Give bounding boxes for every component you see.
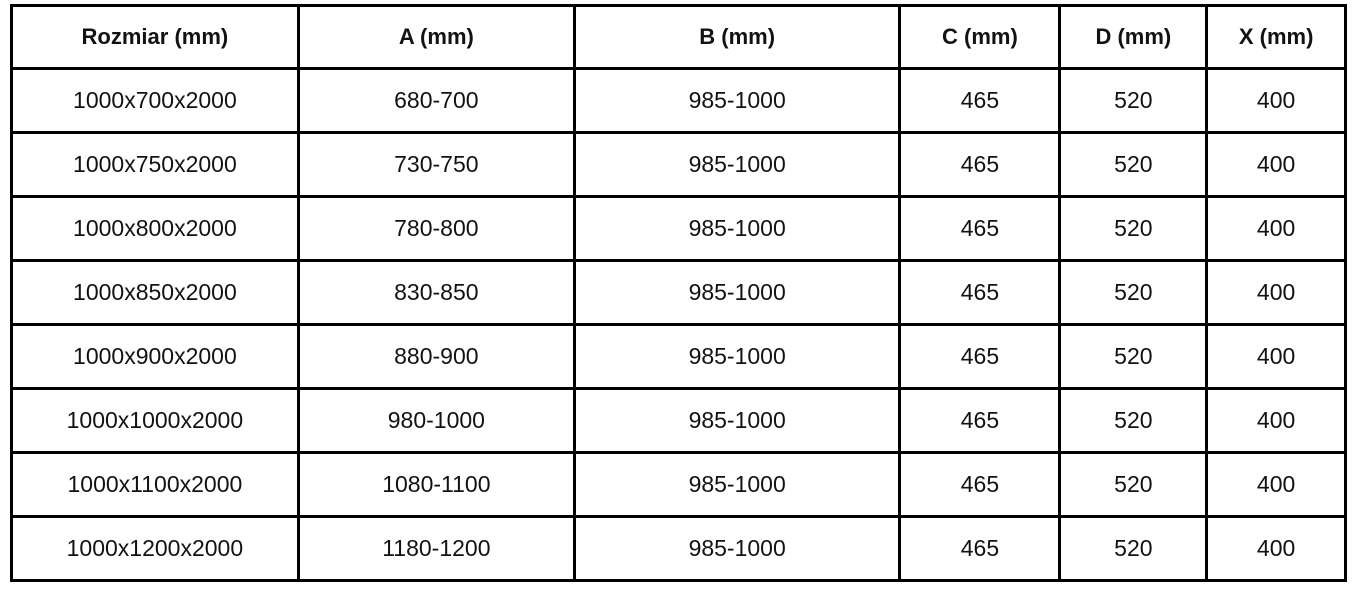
table-row (12, 517, 1346, 581)
cell-rozmiar: 1000x800x2000 (12, 197, 299, 261)
cell-x: 400 (1207, 133, 1346, 197)
size-dimensions-table (10, 4, 1347, 582)
cell-c: 465 (900, 453, 1060, 517)
cell-d: 520 (1060, 325, 1207, 389)
cell-d: 520 (1060, 453, 1207, 517)
cell-b: 985-1000 (574, 453, 899, 517)
cell-x: 400 (1207, 325, 1346, 389)
table-header-row (12, 6, 1346, 69)
cell-d: 520 (1060, 69, 1207, 133)
cell-d: 520 (1060, 517, 1207, 581)
cell-x: 400 (1207, 453, 1346, 517)
header-cell-x: X (mm) (1207, 6, 1346, 69)
table-row (12, 261, 1346, 325)
cell-c: 465 (900, 517, 1060, 581)
cell-b: 985-1000 (574, 197, 899, 261)
header-cell-d: D (mm) (1060, 6, 1207, 69)
cell-b: 985-1000 (574, 133, 899, 197)
cell-c: 465 (900, 197, 1060, 261)
cell-d: 520 (1060, 261, 1207, 325)
cell-a: 730-750 (298, 133, 574, 197)
cell-b: 985-1000 (574, 389, 899, 453)
table-row (12, 325, 1346, 389)
table-row (12, 389, 1346, 453)
cell-x: 400 (1207, 261, 1346, 325)
cell-c: 465 (900, 133, 1060, 197)
table-row (12, 453, 1346, 517)
cell-rozmiar: 1000x1100x2000 (12, 453, 299, 517)
cell-b: 985-1000 (574, 325, 899, 389)
cell-rozmiar: 1000x1000x2000 (12, 389, 299, 453)
cell-x: 400 (1207, 517, 1346, 581)
cell-b: 985-1000 (574, 69, 899, 133)
cell-rozmiar: 1000x1200x2000 (12, 517, 299, 581)
cell-a: 1180-1200 (298, 517, 574, 581)
cell-d: 520 (1060, 389, 1207, 453)
cell-c: 465 (900, 389, 1060, 453)
cell-a: 880-900 (298, 325, 574, 389)
cell-x: 400 (1207, 69, 1346, 133)
cell-c: 465 (900, 325, 1060, 389)
cell-c: 465 (900, 261, 1060, 325)
header-cell-a: A (mm) (298, 6, 574, 69)
header-cell-c: C (mm) (900, 6, 1060, 69)
cell-a: 830-850 (298, 261, 574, 325)
cell-x: 400 (1207, 197, 1346, 261)
cell-a: 980-1000 (298, 389, 574, 453)
table-row (12, 133, 1346, 197)
cell-b: 985-1000 (574, 261, 899, 325)
cell-x: 400 (1207, 389, 1346, 453)
cell-rozmiar: 1000x900x2000 (12, 325, 299, 389)
table-row (12, 197, 1346, 261)
cell-rozmiar: 1000x700x2000 (12, 69, 299, 133)
cell-d: 520 (1060, 133, 1207, 197)
cell-b: 985-1000 (574, 517, 899, 581)
cell-rozmiar: 1000x750x2000 (12, 133, 299, 197)
table-row (12, 69, 1346, 133)
cell-a: 680-700 (298, 69, 574, 133)
cell-c: 465 (900, 69, 1060, 133)
cell-a: 780-800 (298, 197, 574, 261)
cell-d: 520 (1060, 197, 1207, 261)
cell-a: 1080-1100 (298, 453, 574, 517)
header-cell-rozmiar: Rozmiar (mm) (12, 6, 299, 69)
cell-rozmiar: 1000x850x2000 (12, 261, 299, 325)
header-cell-b: B (mm) (574, 6, 899, 69)
